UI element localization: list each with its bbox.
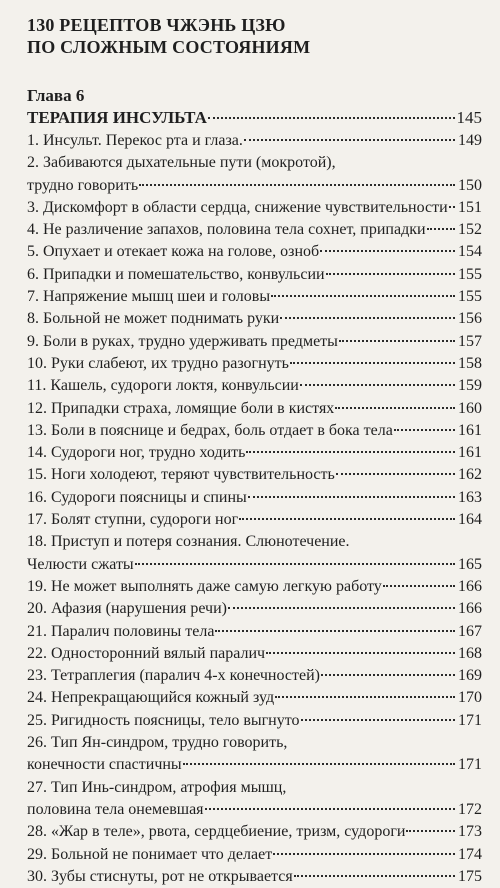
- toc-entry-line: [27, 398, 482, 420]
- toc-entry-title: 3. Дискомфорт в области сердца, снижение чувствительности: [27, 198, 448, 216]
- toc-entry-title: конечности спастичны: [27, 756, 182, 774]
- toc-entry-line: [27, 286, 482, 308]
- toc-entry[interactable]: [27, 442, 482, 464]
- dot-leader: [205, 808, 455, 810]
- chapter-label: Глава 6: [27, 86, 85, 105]
- toc-entry-title: 29. Больной не понимает что делает: [27, 845, 273, 863]
- toc-entry[interactable]: [27, 152, 482, 197]
- toc-entry[interactable]: [27, 576, 482, 598]
- toc-page-number: 167: [458, 622, 482, 640]
- dot-leader: [273, 853, 455, 855]
- toc-entry-line: [27, 576, 482, 598]
- dot-leader: [280, 317, 455, 319]
- chapter-page-number: 145: [456, 108, 482, 127]
- toc-entry-title: 16. Судороги поясницы и спины: [27, 488, 247, 506]
- dot-leader: [275, 696, 455, 698]
- dot-leader: [301, 719, 455, 721]
- toc-page-number: 161: [458, 421, 482, 439]
- toc-page-number: 154: [458, 243, 482, 261]
- toc-entry-title: 19. Не может выполнять даже самую легкую работу: [27, 577, 382, 595]
- toc-page-number: 161: [458, 444, 482, 462]
- toc-page-number: 162: [458, 466, 482, 484]
- toc-entry-title: 9. Боли в руках, трудно удерживать предметы: [27, 332, 338, 350]
- dot-leader: [394, 429, 455, 431]
- dot-leader: [139, 184, 455, 186]
- dot-leader: [244, 139, 455, 141]
- chapter-title: ТЕРАПИЯ ИНСУЛЬТА: [27, 108, 207, 127]
- dot-leader: [326, 273, 455, 275]
- toc-entry-title: 11. Кашель, судороги локтя, конвульсии: [27, 377, 299, 395]
- toc-page-number: 165: [458, 555, 482, 573]
- toc-entry-title: 15. Ноги холодеют, теряют чувствительность: [27, 466, 335, 484]
- toc-entry-line: [27, 777, 482, 799]
- toc-page-number: 155: [458, 265, 482, 283]
- toc-entry-title: трудно говорить: [27, 176, 139, 194]
- toc-entry[interactable]: [27, 687, 482, 709]
- toc-entry-line: [27, 754, 482, 776]
- dot-leader: [427, 228, 455, 230]
- toc-entry-title: Челюсти сжаты: [27, 555, 134, 573]
- toc-page-number: 171: [458, 756, 482, 774]
- dot-leader: [406, 830, 455, 832]
- toc-page-number: 160: [458, 399, 482, 417]
- toc-entry-title: 12. Припадки страха, ломящие боли в кистях: [27, 399, 335, 417]
- toc-entry[interactable]: [27, 598, 482, 620]
- dot-leader: [208, 117, 455, 119]
- toc-entry-line: [27, 152, 482, 174]
- toc-page-number: 151: [458, 198, 482, 216]
- dot-leader: [248, 496, 455, 498]
- toc-entry[interactable]: [27, 643, 482, 665]
- toc-entry[interactable]: [27, 821, 482, 843]
- toc-entry-title: 24. Непрекращающийся кожный зуд: [27, 689, 275, 707]
- chapter-title-row: [27, 107, 482, 129]
- toc-entry[interactable]: [27, 464, 482, 486]
- toc-entry-title: 4. Не различение запахов, половина тела сохнет, припадки: [27, 221, 426, 239]
- toc-entry-title: половина тела онемевшая: [27, 800, 204, 818]
- toc-page-number: 150: [458, 176, 482, 194]
- toc-entry-line: [27, 420, 482, 442]
- toc-entry[interactable]: [27, 866, 482, 888]
- toc-entry[interactable]: [27, 375, 482, 397]
- toc-entry-title: 7. Напряжение мышц шеи и головы: [27, 288, 271, 306]
- toc-entry[interactable]: [27, 398, 482, 420]
- toc-entry-line: [27, 375, 482, 397]
- toc-page-number: 159: [458, 377, 482, 395]
- toc-entry[interactable]: [27, 710, 482, 732]
- toc-page-number: 164: [458, 511, 482, 529]
- dot-leader: [239, 518, 455, 520]
- toc-entry-line: [27, 844, 482, 866]
- toc-entry[interactable]: [27, 241, 482, 263]
- dot-leader: [383, 585, 455, 587]
- dot-leader: [294, 875, 455, 877]
- toc-entry-line: [27, 219, 482, 241]
- toc-entry-line: [27, 197, 482, 219]
- dot-leader: [266, 652, 455, 654]
- toc-entry-title: 22. Односторонний вялый паралич: [27, 644, 266, 662]
- dot-leader: [339, 340, 455, 342]
- toc-page-number: 171: [458, 711, 482, 729]
- toc-entry-line: [27, 308, 482, 330]
- toc-entry[interactable]: [27, 531, 482, 576]
- toc-entry-line: [27, 643, 482, 665]
- toc-entry-line: [27, 732, 482, 754]
- dot-leader: [271, 295, 455, 297]
- toc-entry[interactable]: [27, 487, 482, 509]
- toc-page-number: 156: [458, 310, 482, 328]
- toc-entry-line: [27, 331, 482, 353]
- toc-entry-line: [27, 866, 482, 888]
- toc-entry[interactable]: [27, 621, 482, 643]
- toc-entry-title: 23. Тетраплегия (паралич 4-х конечностей): [27, 667, 320, 685]
- toc-entry-line: [27, 509, 482, 531]
- dot-leader: [215, 630, 455, 632]
- toc-entry-title: 2. Забиваются дыхательные пути (мокротой),: [27, 154, 336, 172]
- dot-leader: [228, 607, 455, 609]
- toc-page-number: 149: [458, 132, 482, 149]
- book-title: [27, 14, 482, 58]
- toc-entry[interactable]: [27, 264, 482, 286]
- toc-entry-title: 6. Припадки и помешательство, конвульсии: [27, 265, 325, 283]
- toc-entry-line: [27, 130, 482, 152]
- toc-page-number: 163: [458, 488, 482, 506]
- dot-leader: [449, 206, 455, 208]
- toc-entry[interactable]: [27, 777, 482, 822]
- toc-entry[interactable]: [27, 665, 482, 687]
- toc-entry-line: [27, 464, 482, 486]
- toc-entry[interactable]: [27, 331, 482, 353]
- toc-entry-line: [27, 175, 482, 197]
- toc-page-number: 175: [458, 867, 482, 885]
- toc-entry[interactable]: [27, 130, 482, 152]
- toc-entry-line: [27, 531, 482, 553]
- toc-entry-line: [27, 687, 482, 709]
- dot-leader: [320, 250, 455, 252]
- toc-page-number: 157: [458, 332, 482, 350]
- book-title-line: ПО СЛОЖНЫМ СОСТОЯНИЯМ: [27, 37, 311, 57]
- toc-page-number: 166: [458, 600, 482, 618]
- toc-entry-title: 5. Опухает и отекает кожа на голове, озноб: [27, 243, 320, 261]
- toc-entry[interactable]: [27, 286, 482, 308]
- toc-entry-title: 27. Тип Инь-синдром, атрофия мышц,: [27, 778, 287, 796]
- toc-entry-title: 13. Боли в пояснице и бедрах, боль отдает в бока тела: [27, 421, 393, 439]
- dot-leader: [321, 674, 455, 676]
- dot-leader: [246, 451, 455, 453]
- toc-entry[interactable]: [27, 219, 482, 241]
- toc-entry-line: [27, 264, 482, 286]
- toc-entry-line: [27, 621, 482, 643]
- toc-page-number: 155: [458, 288, 482, 306]
- toc-entry-line: [27, 353, 482, 375]
- toc-entry[interactable]: [27, 353, 482, 375]
- toc-entry-title: 17. Болят ступни, судороги ног: [27, 511, 239, 529]
- toc-entry-title: 20. Афазия (нарушения речи): [27, 600, 227, 618]
- toc-entry[interactable]: [27, 308, 482, 330]
- toc-entry-line: [27, 710, 482, 732]
- toc-page-number: 174: [458, 845, 482, 863]
- toc-entry-title: 21. Паралич половины тела: [27, 622, 215, 640]
- toc-page-number: 168: [458, 644, 482, 662]
- toc-entry-line: [27, 821, 482, 843]
- toc-entry-line: [27, 241, 482, 263]
- toc-page-number: 166: [458, 577, 482, 595]
- toc-page-number: 169: [458, 667, 482, 685]
- toc-entry[interactable]: [27, 732, 482, 777]
- toc-entry[interactable]: [27, 844, 482, 866]
- dot-leader: [135, 563, 455, 565]
- dot-leader: [300, 384, 455, 386]
- dot-leader: [335, 407, 455, 409]
- toc-entry-line: [27, 799, 482, 821]
- toc-entry-title: 30. Зубы стиснуты, рот не открывается: [27, 867, 293, 885]
- toc-list: [27, 130, 482, 888]
- toc-entry-line: [27, 554, 482, 576]
- toc-entry-title: 18. Приступ и потеря сознания. Слюнотечение.: [27, 533, 350, 551]
- dot-leader: [290, 362, 455, 364]
- toc-page-number: 170: [458, 689, 482, 707]
- toc-page-number: 172: [458, 800, 482, 818]
- toc-page-number: 173: [458, 823, 482, 841]
- book-title-line: 130 РЕЦЕПТОВ ЧЖЭНЬ ЦЗЮ: [27, 15, 286, 35]
- toc-entry-title: 14. Судороги ног, трудно ходить: [27, 444, 246, 462]
- toc-entry[interactable]: [27, 197, 482, 219]
- toc-entry-line: [27, 442, 482, 464]
- toc-entry-line: [27, 598, 482, 620]
- toc-entry-line: [27, 487, 482, 509]
- toc-entry-line: [27, 665, 482, 687]
- dot-leader: [336, 473, 455, 475]
- toc-entry[interactable]: [27, 420, 482, 442]
- toc-entry-title: 8. Больной не может поднимать руки: [27, 310, 280, 328]
- dot-leader: [183, 763, 455, 765]
- toc-entry[interactable]: [27, 509, 482, 531]
- toc-page-number: 152: [458, 221, 482, 239]
- toc-entry-title: 28. «Жар в теле», рвота, сердцебиение, тризм, судороги: [27, 823, 406, 841]
- toc-page-number: 158: [458, 354, 482, 372]
- toc-entry-title: 10. Руки слабеют, их трудно разогнуть: [27, 354, 289, 372]
- toc-entry-title: 25. Ригидность поясницы, тело выгнуто: [27, 711, 300, 729]
- toc-entry-title: 26. Тип Ян-синдром, трудно говорить,: [27, 734, 288, 752]
- toc-entry-title: 1. Инсульт. Перекос рта и глаза.: [27, 132, 243, 149]
